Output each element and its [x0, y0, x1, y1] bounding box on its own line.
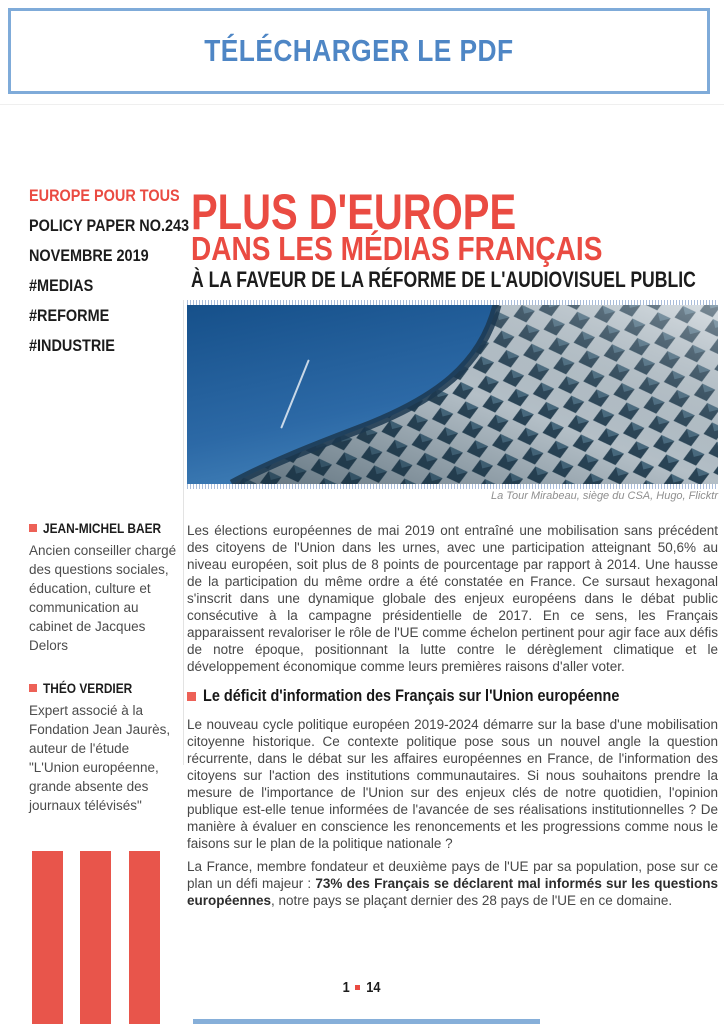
authors-sidebar	[29, 519, 181, 839]
stat-73-percent: 73% des Français se déclarent mal informés sur les questions européennes	[187, 876, 718, 908]
red-square-bullet-icon	[187, 692, 196, 701]
footer-red-bars	[0, 851, 180, 1024]
red-bar	[32, 851, 63, 1024]
paragraph-intro: Les élections européennes de mai 2019 ont entraîné une mobilisation sans précédent des citoyens de l'Union dans les urnes, avec une participation atteignant 50,6% au niveau européen, soit plus de 8 points de pourcentage par rapport à 2014. Une hausse de la participation du même ordre a été constatée en France. Ce sursaut hexagonal s'inscrit dans une dynamique globale des enjeux européens dans le débat public consécutive à la campagne présidentielle de 2017. En ce sens, les Français apparaissent revaloriser le rôle de l'UE comme échelon pertinent pour agir face aux défis de notre époque, positionnant la lutte contre le dérèglement climatique et le développement économique comme leurs premières raisons d'aller voter.	[187, 523, 718, 674]
download-pdf-button[interactable]	[8, 8, 710, 94]
red-dot-separator-icon	[355, 985, 360, 990]
masthead-kicker: EUROPE POUR TOUS	[29, 186, 180, 205]
author-bio: Expert associé à la Fondation Jean Jaurès, auteur de l'étude "L'Union européenne, grande absente des journaux télévisés"	[29, 703, 171, 813]
author-bio: Ancien conseiller chargé des questions sociales, éducation, culture et communication au cabinet de Jacques Delors	[29, 543, 177, 653]
photo-caption: La Tour Mirabeau, siège du CSA, Hugo, Flicktr	[490, 490, 718, 502]
author-baer	[29, 519, 181, 655]
author-verdier	[29, 679, 181, 815]
page-total: 14	[366, 979, 381, 996]
page-current: 1	[342, 979, 350, 996]
masthead-tag-reforme: #REFORME	[29, 306, 110, 325]
author-name: THÉO VERDIER	[43, 680, 133, 696]
red-bar	[80, 851, 111, 1024]
red-bar	[129, 851, 160, 1024]
red-square-bullet-icon	[29, 524, 37, 532]
page-number	[0, 979, 724, 996]
next-page-top-border	[193, 1019, 540, 1024]
section-heading	[187, 686, 693, 706]
page-title-line2: DANS LES MÉDIAS FRANÇAIS	[191, 230, 603, 267]
masthead-tag-medias: #MEDIAS	[29, 276, 94, 295]
button-separator	[0, 104, 724, 105]
section-heading-label: Le déficit d'information des Français sur l'Union européenne	[203, 686, 620, 705]
column-divider	[183, 300, 184, 765]
masthead-series: POLICY PAPER NO.243	[29, 216, 190, 235]
author-name: JEAN-MICHEL BAER	[43, 520, 162, 536]
red-square-bullet-icon	[29, 684, 37, 692]
masthead-tag-industrie: #INDUSTRIE	[29, 336, 115, 355]
page-title-line1: PLUS D'EUROPE	[191, 184, 517, 240]
masthead-date: NOVEMBRE 2019	[29, 246, 149, 265]
page-subtitle: À LA FAVEUR DE LA RÉFORME DE L'AUDIOVISUEL PUBLIC	[191, 267, 696, 292]
paragraph-france-defi: La France, membre fondateur et deuxième pays de l'UE par sa population, pose sur ce plan un défi majeur : 73% des Français se déclarent mal informés sur les questions européennes, notre pays se plaçant dernier des 28 pays de l'UE en ce domaine.	[187, 859, 718, 908]
download-pdf-label: TÉLÉCHARGER LE PDF	[204, 33, 514, 68]
building-photo	[187, 305, 718, 484]
photo-bottom-border	[187, 484, 718, 489]
paragraph-cycle-politique: Le nouveau cycle politique européen 2019-2024 démarre sur la base d'une mobilisation citoyenne historique. Ce contexte politique pose sous un nouvel angle la question récurrente, dans le débat sur les affaires européennes en France, de l'information des citoyens sur l'action des institutions communautaires. Si nous souhaitons prendre la mesure de l'importance de l'Union sur des enjeux clés de notre quotidien, l'opinion publique est-elle tenue informées de l'avancée de ses réalisations institutionnelles ? De manière à évaluer en conscience les renoncements et les progressions comme nous le faisons sur le plan de la politique nationale ?	[187, 717, 718, 851]
building-facade	[187, 305, 718, 484]
